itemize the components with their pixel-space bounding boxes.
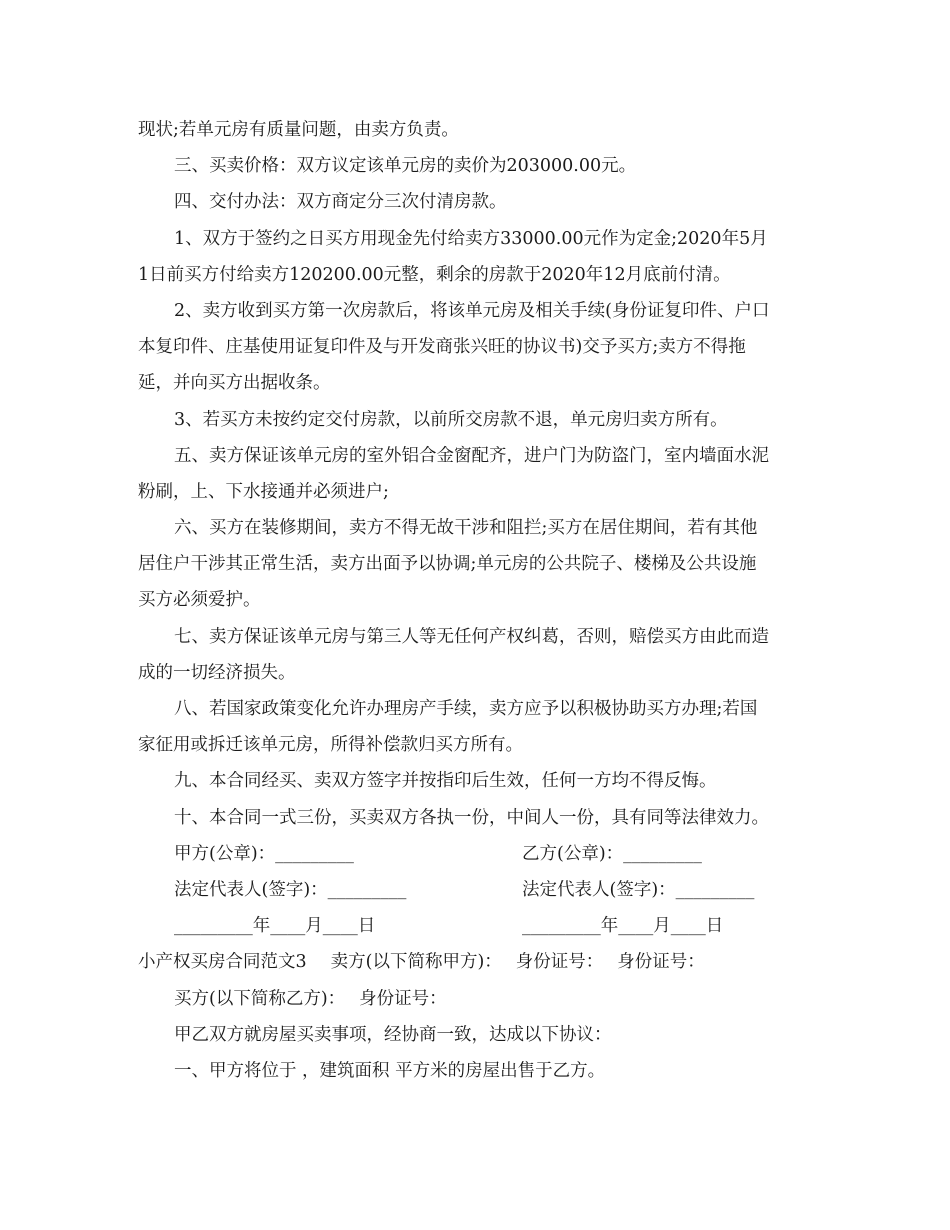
buyer-id-label: 身份证号：	[359, 988, 447, 1009]
party-b-representative-field: 法定代表人(签字)：_________	[522, 879, 755, 900]
paragraph-line: 3、若买方未按约定交付房款，以前所交房款不退，单元房归卖方所有。	[174, 409, 728, 430]
paragraph-line: 本复印件、庄基使用证复印件及与开发商张兴旺的协议书)交予买方;卖方不得拖	[138, 337, 746, 358]
party-a-representative-field: 法定代表人(签字)：_________	[174, 879, 407, 900]
signature-row-representative	[138, 872, 818, 908]
paragraph-line: 延，并向买方出据收条。	[138, 373, 331, 394]
seller-id-label: 身份证号：	[515, 952, 604, 973]
party-a-date-field: _________年____月____日	[174, 916, 376, 937]
signature-row-seal	[138, 836, 818, 872]
paragraph-line: 居住户干涉其正常生活，卖方出面予以协调;单元房的公共院子、楼梯及公共设施	[138, 554, 757, 575]
paragraph-line: 买方必须爱护。	[138, 590, 261, 611]
signature-row-date	[138, 908, 818, 944]
buyer-label: 买方(以下简称乙方)：	[174, 988, 346, 1009]
seller-id-label-2: 身份证号：	[617, 952, 705, 973]
paragraph-line: 1、双方于签约之日买方用现金先付给卖方33000.00元作为定金;2020年5月	[174, 228, 768, 249]
paragraph-line: 十、本合同一式三份，买卖双方各执一份，中间人一份，具有同等法律效力。	[174, 807, 769, 828]
second-contract-header-line	[138, 944, 818, 980]
agreement-intro-line: 甲乙双方就房屋买卖事项，经协商一致，达成以下协议：	[174, 1024, 612, 1045]
buyer-line	[138, 981, 818, 1017]
second-contract-title: 小产权买房合同范文3	[138, 952, 307, 973]
seller-label: 卖方(以下简称甲方)：	[330, 952, 502, 973]
document-body	[138, 112, 818, 1089]
paragraph-line: 七、卖方保证该单元房与第三人等无任何产权纠葛，否则，赔偿买方由此而造	[174, 626, 769, 647]
party-a-seal-field: 甲方(公章)：_________	[174, 843, 354, 864]
paragraph-line: 八、若国家政策变化允许办理房产手续，卖方应予以积极协助买方办理;若国	[174, 699, 758, 719]
clause-1-line: 一、甲方将位于 ，建筑面积 平方米的房屋出售于乙方。	[174, 1060, 606, 1081]
paragraph-line: 五、卖方保证该单元房的室外铝合金窗配齐，进户门为防盗门，室内墙面水泥	[174, 445, 769, 466]
paragraph-line: 成的一切经济损失。	[138, 662, 296, 683]
paragraph-line: 九、本合同经买、卖双方签字并按指印后生效，任何一方均不得反悔。	[174, 771, 717, 792]
paragraph-line: 粉刷，上、下水接通并必须进户;	[138, 481, 389, 502]
paragraph-line: 四、交付办法：双方商定分三次付清房款。	[174, 192, 507, 213]
paragraph-line: 三、买卖价格：双方议定该单元房的卖价为203000.00元。	[174, 156, 637, 177]
party-b-date-field: _________年____月____日	[522, 916, 724, 937]
paragraph-line: 家征用或拆迁该单元房，所得补偿款归买方所有。	[138, 735, 523, 756]
paragraph-line: 2、卖方收到买方第一次房款后，将该单元房及相关手续(身份证复印件、户口	[174, 300, 770, 321]
party-b-seal-field: 乙方(公章)：_________	[522, 843, 702, 864]
paragraph-line: 1日前买方付给卖方120200.00元整，剩余的房款于2020年12月底前付清。	[138, 264, 731, 285]
paragraph-line: 现状;若单元房有质量问题，由卖方负责。	[138, 120, 459, 140]
paragraph-line: 六、买方在装修期间，卖方不得无故干涉和阻拦;买方在居住期间，若有其他	[174, 518, 758, 539]
